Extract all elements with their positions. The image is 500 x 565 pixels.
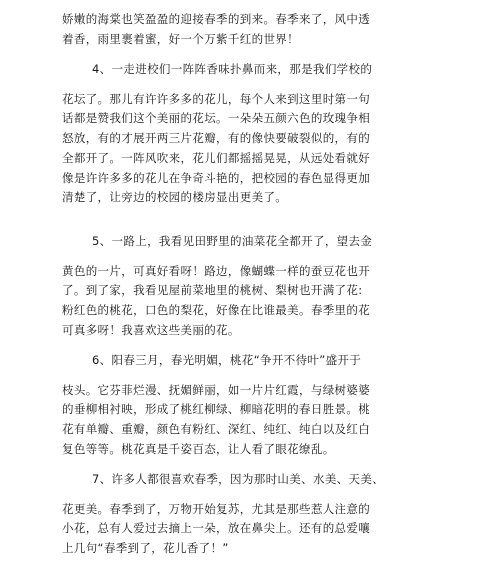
text-line: 像是许许多多的花儿在争奇斗艳的，把校园的春色显得更加 bbox=[62, 170, 371, 185]
text-line: 可真多呀！我喜欢这些美丽的花。 bbox=[62, 322, 240, 337]
text-line: 了。到了家，我看见屋前菜地里的桃树、梨树也开满了花: bbox=[62, 283, 363, 298]
text-line: 枝头。它芬菲烂漫、抚媚鲜丽，如一片片红霞，与绿树婆婆 bbox=[62, 382, 371, 397]
text-line: 复色等等。桃花真是千姿百态，让人看了眼花缭乱。 bbox=[62, 441, 335, 456]
text-line: 怒放，有的才展开两三片花瓣，有的像快要破裂似的，有的 bbox=[62, 131, 371, 145]
text-line: 娇嫩的海棠也笑盈盈的迎接春季的到来。春季来了，风中透 bbox=[62, 12, 371, 26]
paragraph-5-start: 5、一路上，我看见田野里的油菜花全都开了，望去金 bbox=[92, 233, 373, 248]
text-line: 花有单瓣、重瓣，颜色有粉红、深红、纯红、纯白以及红白 bbox=[62, 422, 371, 436]
text-line: 花坛了。那儿有许许多多的花儿，每个人来到这里时第一句 bbox=[62, 91, 371, 106]
text-line: 上几句“春季到了，花儿香了！” bbox=[62, 541, 229, 555]
text-line: 粉红色的桃花，口色的梨花，好像在比谁最美。春季里的花 bbox=[62, 302, 371, 317]
text-line: 着香，雨里裹着蜜，好一个万紫千红的世界！ bbox=[62, 31, 299, 46]
paragraph-4-start: 4、一走进校们一阵阵香味扑鼻而来，那是我们学校的 bbox=[92, 61, 373, 76]
paragraph-7-start: 7、许多人都很喜欢春季，因为那时山美、水美、天美、 bbox=[92, 471, 385, 486]
text-line: 话都是赞我们这个美丽的花坛。一朵朵五颜六色的玫瑰争相 bbox=[62, 111, 371, 126]
text-line: 小花，总有人爱过去摘上一朵，放在鼻尖上。还有的总爱嚷 bbox=[62, 521, 371, 536]
text-line: 花更美。春季到了，万物开始复苏，尤其是那些惹人注意的 bbox=[62, 501, 371, 516]
text-line: 清楚了，让旁边的校园的楼房显出更美了。 bbox=[62, 190, 288, 205]
text-line: 的垂柳相衬映，形成了桃红柳绿、柳暗花明的春日胜景。桃 bbox=[62, 402, 371, 417]
paragraph-6-start: 6、阳春三月，春光明媚，桃花“争开不待叶”盛开于 bbox=[92, 352, 362, 367]
text-line: 全都开了。一阵风吹来，花儿们都摇摇晃晃，从远处看就好 bbox=[62, 150, 371, 165]
text-line: 黄色的一片，可真好看呀！路边，像蝴蝶一样的蚕豆花也开 bbox=[62, 263, 371, 278]
